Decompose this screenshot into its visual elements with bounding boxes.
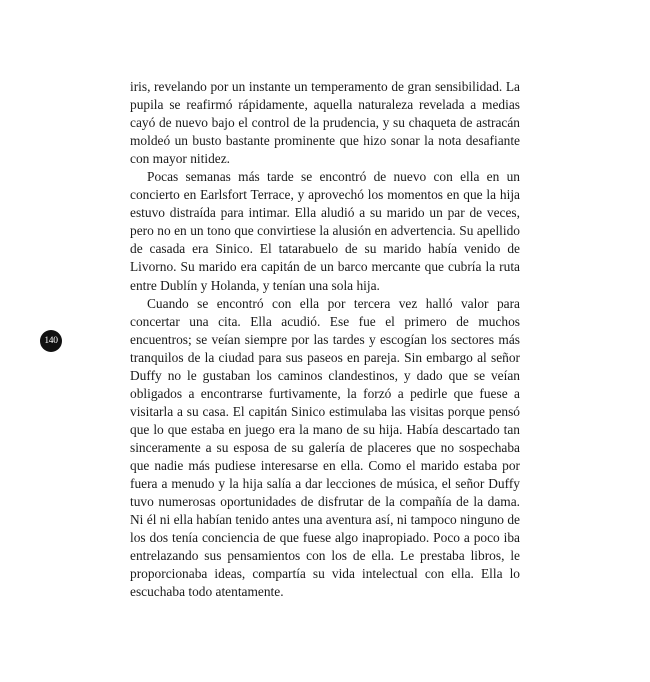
- body-text: [130, 78, 520, 601]
- page-number-badge: 140: [40, 330, 62, 352]
- paragraph-continuation: iris, revelando por un instante un temperamento de gran sensibilidad. La pupila se reafirmó rápidamente, aquella naturaleza revelada a medias cayó de nuevo bajo el control de la prudencia, y su chaqueta de astracán moldeó un busto bastante prominente que hizo sonar la nota desafiante con mayor nitidez.: [130, 79, 520, 167]
- paragraph-encounters: Cuando se encontró con ella por tercera vez halló valor para concertar una cita. Ella acudió. Ese fue el primero de muchos encuentros; se veían siempre por las tardes y escogían los sectores más tranquilos de la ciudad para sus paseos en pareja. Sin embargo al señor Duffy no le gustaban los caminos clandestinos, y dado que se veían obligados a encontrarse furtivamente, la forzó a pedirle que fuese a visitarla a su casa. El capitán Sinico estimulaba las visitas porque pensó que lo que estaba en juego era la mano de su hija. Había descartado tan sinceramente a su esposa de su galería de placeres que no sospechaba que nadie más pudiese interesarse en ella. Como el marido estaba por fuera a menudo y la hija salía a dar lecciones de música, el señor Duffy tuvo numerosas oportunidades de disfrutar de la compañía de la dama. Ni él ni ella habían tenido antes una aventura así, ni tampoco ninguno de los dos tenía conciencia de que fuese algo inapropiado. Poco a poco iba entrelazando sus pensamientos con los de ella. Le prestaba libros, le proporcionaba ideas, compartía su vida intelectual con ella. Ella lo escuchaba todo atentamente.: [130, 295, 520, 600]
- paragraph-concert: Pocas semanas más tarde se encontró de nuevo con ella en un concierto en Earlsfort Terrace, y aprovechó los momentos en que la hija estuvo distraída para intimar. Ella aludió a su marido un par de veces, pero no en un tono que convirtiese la alusión en advertencia. Su apellido de casada era Sinico. El tatarabuelo de su marido había venido de Livorno. Su marido era capitán de un barco mercante que cubría la ruta entre Dublín y Holanda, y tenían una sola hija.: [130, 169, 520, 293]
